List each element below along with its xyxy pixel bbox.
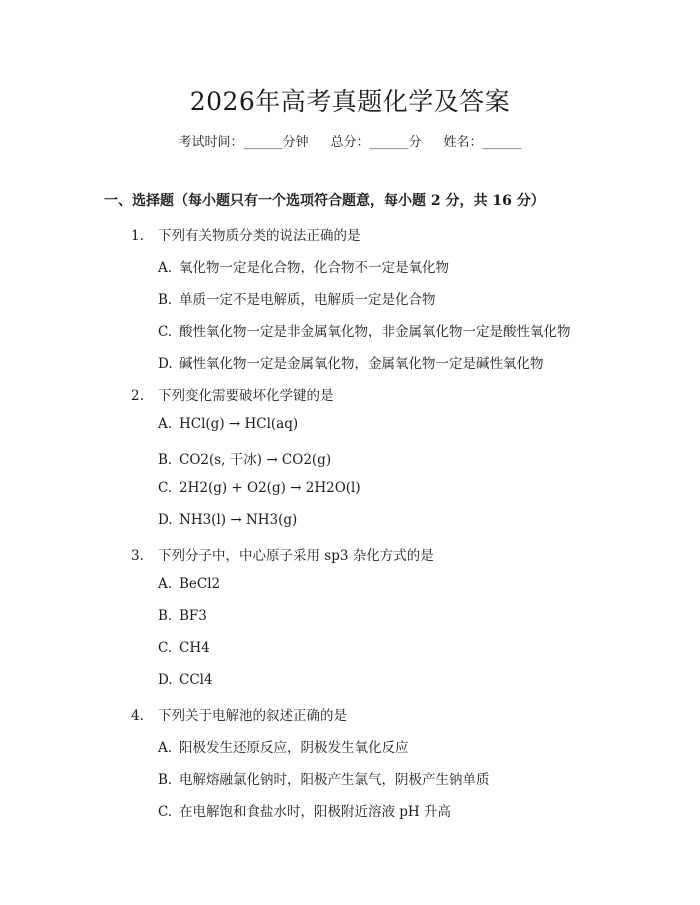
option-1a bbox=[158, 256, 449, 276]
question-number: 1. bbox=[131, 228, 144, 244]
question-stem: 下列关于电解池的叙述正确的是 bbox=[158, 708, 347, 724]
option-text: 电解熔融氯化钠时，阳极产生氯气，阴极产生钠单质 bbox=[179, 772, 490, 788]
exam-info-line bbox=[0, 131, 700, 150]
option-3a bbox=[158, 576, 220, 592]
option-text: 单质一定不是电解质，电解质一定是化合物 bbox=[179, 292, 436, 308]
option-text: CCl4 bbox=[179, 672, 213, 688]
question-1 bbox=[131, 224, 361, 244]
option-letter: A. bbox=[158, 260, 173, 276]
question-number: 3. bbox=[131, 548, 144, 564]
question-stem: 下列分子中，中心原子采用 sp3 杂化方式的是 bbox=[158, 548, 434, 564]
option-letter: C. bbox=[158, 324, 173, 340]
option-text: CO2(s, 干冰) → CO2(g) bbox=[179, 452, 332, 468]
question-4 bbox=[131, 704, 347, 724]
option-letter: D. bbox=[158, 512, 173, 528]
option-letter: B. bbox=[158, 608, 173, 624]
option-1d bbox=[158, 352, 544, 372]
total-score-field: 总分：______分 bbox=[330, 135, 422, 150]
option-4c bbox=[158, 800, 451, 820]
option-text: 阳极发生还原反应，阴极发生氧化反应 bbox=[179, 740, 409, 756]
option-text: BF3 bbox=[179, 608, 207, 624]
question-stem: 下列有关物质分类的说法正确的是 bbox=[158, 228, 361, 244]
question-3 bbox=[131, 544, 434, 564]
option-letter: B. bbox=[158, 452, 173, 468]
option-3d bbox=[158, 672, 213, 688]
option-text: 2H2(g) + O2(g) → 2H2O(l) bbox=[179, 480, 361, 496]
option-text: BeCl2 bbox=[179, 576, 221, 592]
option-2a bbox=[158, 416, 298, 432]
option-text: NH3(l) → NH3(g) bbox=[179, 512, 298, 528]
student-name-field: 姓名：______ bbox=[443, 135, 522, 150]
page-title: 2026年高考真题化学及答案 bbox=[189, 87, 511, 116]
option-3b bbox=[158, 608, 207, 624]
option-letter: B. bbox=[158, 292, 173, 308]
question-stem: 下列变化需要破坏化学键的是 bbox=[158, 388, 334, 404]
option-letter: A. bbox=[158, 576, 173, 592]
option-4a bbox=[158, 736, 409, 756]
option-3c bbox=[158, 640, 210, 656]
option-4b bbox=[158, 768, 490, 788]
option-letter: D. bbox=[158, 356, 173, 372]
option-2b bbox=[158, 448, 331, 468]
option-2d bbox=[158, 512, 297, 528]
option-letter: C. bbox=[158, 804, 173, 820]
option-letter: A. bbox=[158, 416, 173, 432]
question-number: 2. bbox=[131, 388, 144, 404]
option-letter: D. bbox=[158, 672, 173, 688]
question-2 bbox=[131, 384, 334, 404]
option-letter: B. bbox=[158, 772, 173, 788]
option-1b bbox=[158, 288, 436, 308]
option-text: HCl(g) → HCl(aq) bbox=[179, 416, 299, 432]
option-text: 碱性氧化物一定是金属氧化物，金属氧化物一定是碱性氧化物 bbox=[179, 356, 544, 372]
option-2c bbox=[158, 480, 361, 496]
option-text: CH4 bbox=[179, 640, 210, 656]
option-letter: C. bbox=[158, 480, 173, 496]
question-number: 4. bbox=[131, 708, 144, 724]
option-1c bbox=[158, 320, 571, 340]
exam-time-field: 考试时间：______分钟 bbox=[178, 135, 309, 150]
section-heading-choice: 一、选择题（每小题只有一个选项符合题意，每小题 2 分，共 16 分） bbox=[104, 193, 545, 209]
option-text: 在电解饱和食盐水时，阳极附近溶液 pH 升高 bbox=[179, 804, 451, 820]
option-letter: C. bbox=[158, 640, 173, 656]
option-text: 酸性氧化物一定是非金属氧化物，非金属氧化物一定是酸性氧化物 bbox=[179, 324, 571, 340]
option-letter: A. bbox=[158, 740, 173, 756]
option-text: 氧化物一定是化合物，化合物不一定是氧化物 bbox=[179, 260, 449, 276]
